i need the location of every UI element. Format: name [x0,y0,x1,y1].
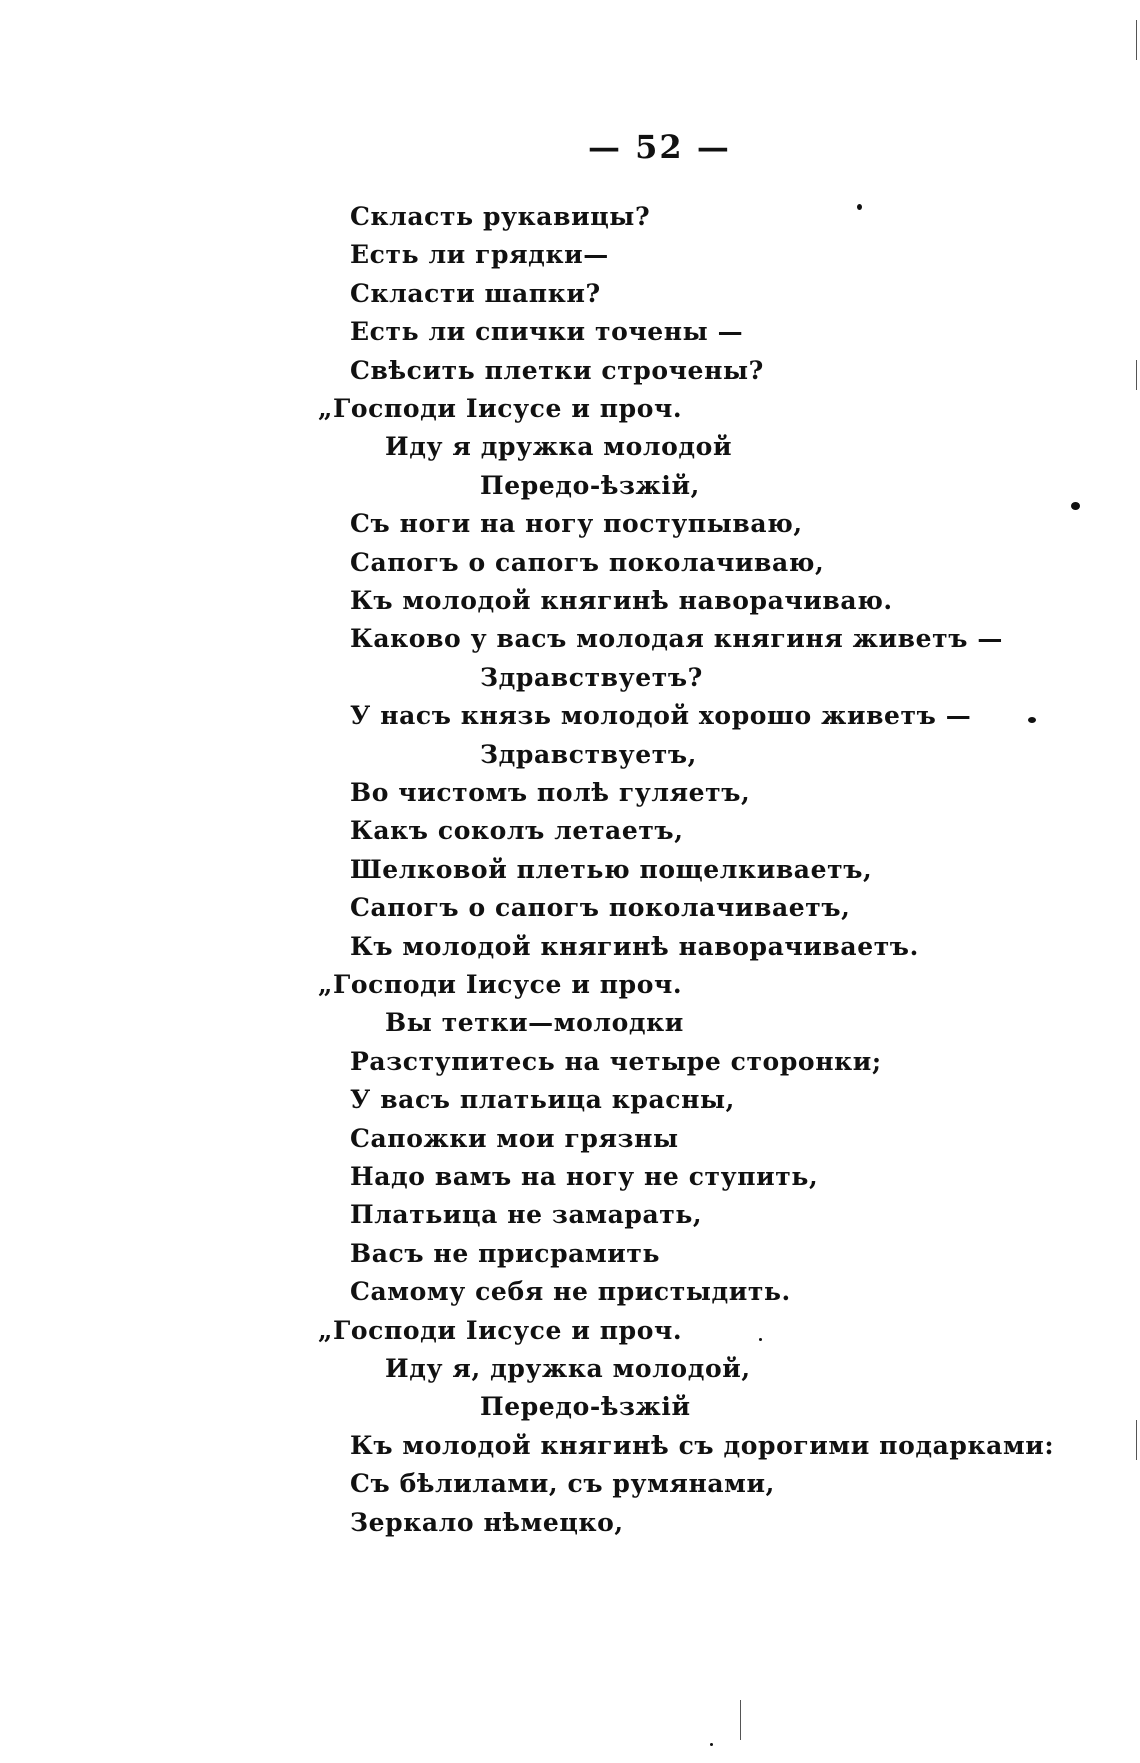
poem-line: У васъ платьица красны, [350,1085,735,1115]
poem-line: Иду я, дружка молодой, [385,1354,751,1383]
poem-line: Зеркало нѣмецко, [350,1507,624,1537]
poem-line: Съ ноги на ногу поступываю, [350,509,803,539]
ink-speck [710,1743,713,1746]
poem-line: Васъ не присрамить [350,1238,661,1268]
scan-edge-mark [1136,1420,1137,1460]
poem-line: Съ бѣлилами, съ румянами, [350,1469,775,1499]
ink-speck [857,204,862,210]
scan-edge-mark [1136,20,1137,60]
ink-speck [1028,717,1036,723]
poem-line: Разступитесь на четыре сторонки; [350,1046,882,1076]
poem-line: Во чистомъ полѣ гуляетъ, [350,778,751,807]
scan-edge-mark [740,1700,741,1740]
poem-line: Свѣсить плетки строчены? [350,355,764,385]
poem-line: Каково у васъ молодая княгиня живетъ — [350,624,1003,654]
page-number: — 52 — [588,128,731,166]
poem-line: Сапогъ о сапогъ поколачиваю, [350,547,825,577]
poem-line: Къ молодой княгинѣ наворачиваю. [350,586,893,615]
poem-line: Сапожки мои грязны [350,1123,679,1153]
poem-line: Здравствуетъ, [480,739,697,769]
poem-line: Къ молодой княгинѣ съ дорогими подарками: [350,1430,1055,1460]
poem-line: „Господи Iисусе и проч. [318,970,683,999]
poem-line: „Господи Iисусе и проч. [318,1315,683,1345]
poem-line: Самому себя не пристыдить. [350,1277,791,1307]
poem-line: Какъ соколъ летаетъ, [350,816,684,846]
poem-line: Есть ли грядки— [350,240,609,270]
poem-line: Вы тетки—молодки [385,1008,684,1038]
poem-line: Къ молодой княгинѣ наворачиваетъ. [350,931,919,961]
poem-line: Шелковой плетью пощелкиваетъ, [350,854,873,884]
ink-speck [1071,502,1080,510]
poem-line: Передо-ѣзжiй, [480,470,700,500]
ink-speck [759,1338,762,1341]
poem-line: Есть ли спички точены — [350,317,744,347]
poem-line: „Господи Iисусе и проч. [318,394,683,423]
poem-line: Иду я дружка молодой [385,432,733,462]
poem-line: Надо вамъ на ногу не ступить, [350,1162,819,1191]
poem-line: Передо-ѣзжiй [480,1392,691,1422]
scan-edge-mark [1136,360,1137,390]
poem-line: У насъ князь молодой хорошо живетъ — [350,701,972,731]
poem-line: Сапогъ о сапогъ поколачиваетъ, [350,893,851,923]
poem-line: Здравствуетъ? [480,662,703,692]
poem-line: Скласть рукавицы? [350,202,651,231]
poem-line: Платьица не замарать, [350,1200,703,1230]
poem-line: Скласти шапки? [350,278,601,308]
